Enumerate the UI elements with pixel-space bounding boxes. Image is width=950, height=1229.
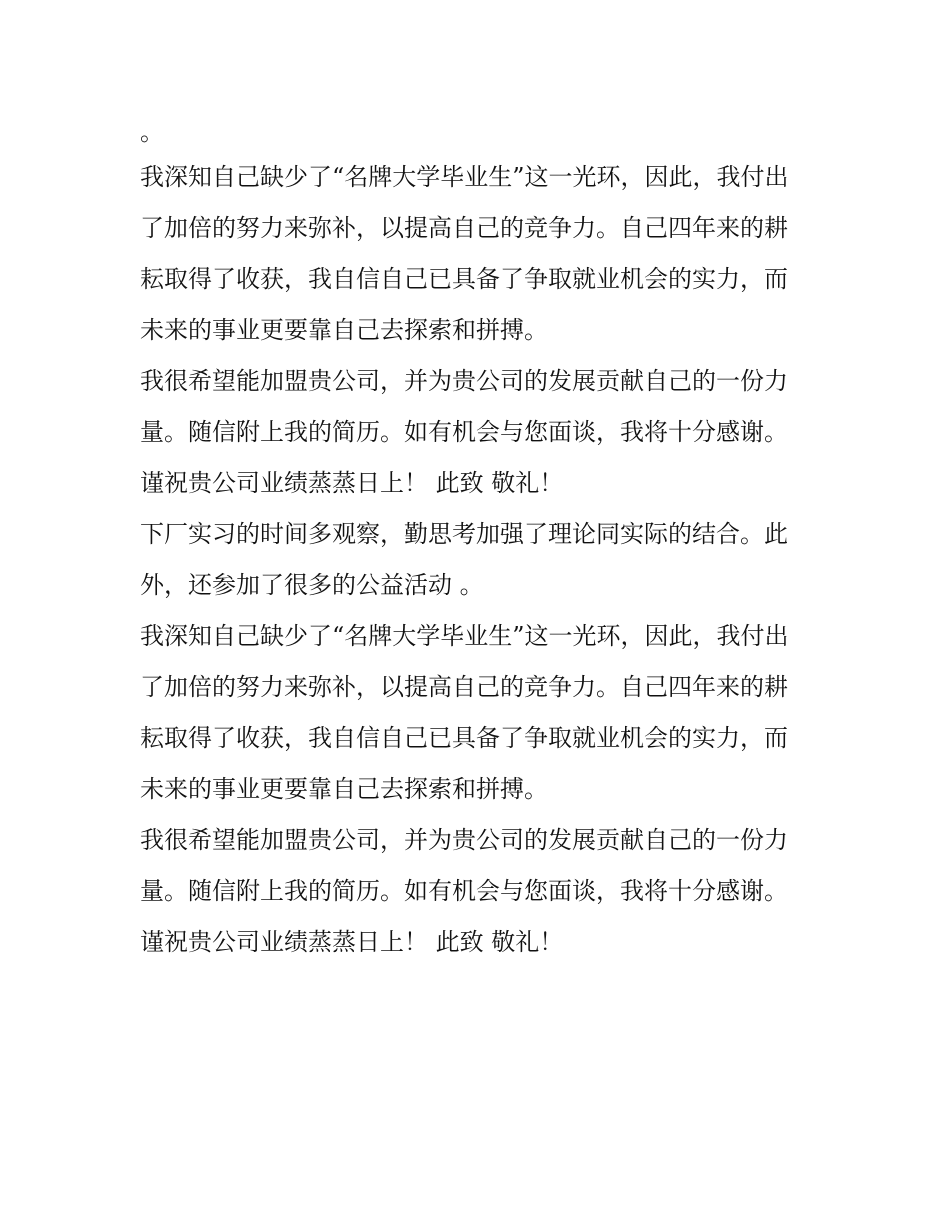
text-line: 我很希望能加盟贵公司，并为贵公司的发展贡献自己的一份力: [140, 367, 788, 395]
text-line: 耘取得了收获，我自信自己已具备了争取就业机会的实力，而: [140, 724, 788, 752]
text-line: 了加倍的努力来弥补，以提高自己的竞争力。自己四年来的耕: [140, 214, 788, 242]
text-line: 未来的事业更要靠自己去探索和拼搏。: [140, 316, 548, 344]
text-line: 外，还参加了很多的公益活动 。: [140, 571, 484, 599]
text-line: 我很希望能加盟贵公司，并为贵公司的发展贡献自己的一份力: [140, 826, 788, 854]
text-line: 量。随信附上我的简历。如有机会与您面谈，我将十分感谢。: [140, 877, 788, 905]
text-line: 耘取得了收获，我自信自己已具备了争取就业机会的实力，而: [140, 265, 788, 293]
text-line: 。: [140, 118, 164, 146]
text-line: 谨祝贵公司业绩蒸蒸日上！ 此致 敬礼！: [140, 928, 564, 956]
text-line: 我深知自己缺少了“名牌大学毕业生”这一光环，因此，我付出: [140, 163, 789, 191]
text-line: 量。随信附上我的简历。如有机会与您面谈，我将十分感谢。: [140, 418, 788, 446]
text-line: 了加倍的努力来弥补，以提高自己的竞争力。自己四年来的耕: [140, 673, 788, 701]
body-text: [140, 112, 830, 973]
text-line: 谨祝贵公司业绩蒸蒸日上！ 此致 敬礼！: [140, 469, 564, 497]
text-line: 我深知自己缺少了“名牌大学毕业生”这一光环，因此，我付出: [140, 622, 789, 650]
text-line: 下厂实习的时间多观察，勤思考加强了理论同实际的结合。此: [140, 520, 788, 548]
text-line: 未来的事业更要靠自己去探索和拼搏。: [140, 775, 548, 803]
